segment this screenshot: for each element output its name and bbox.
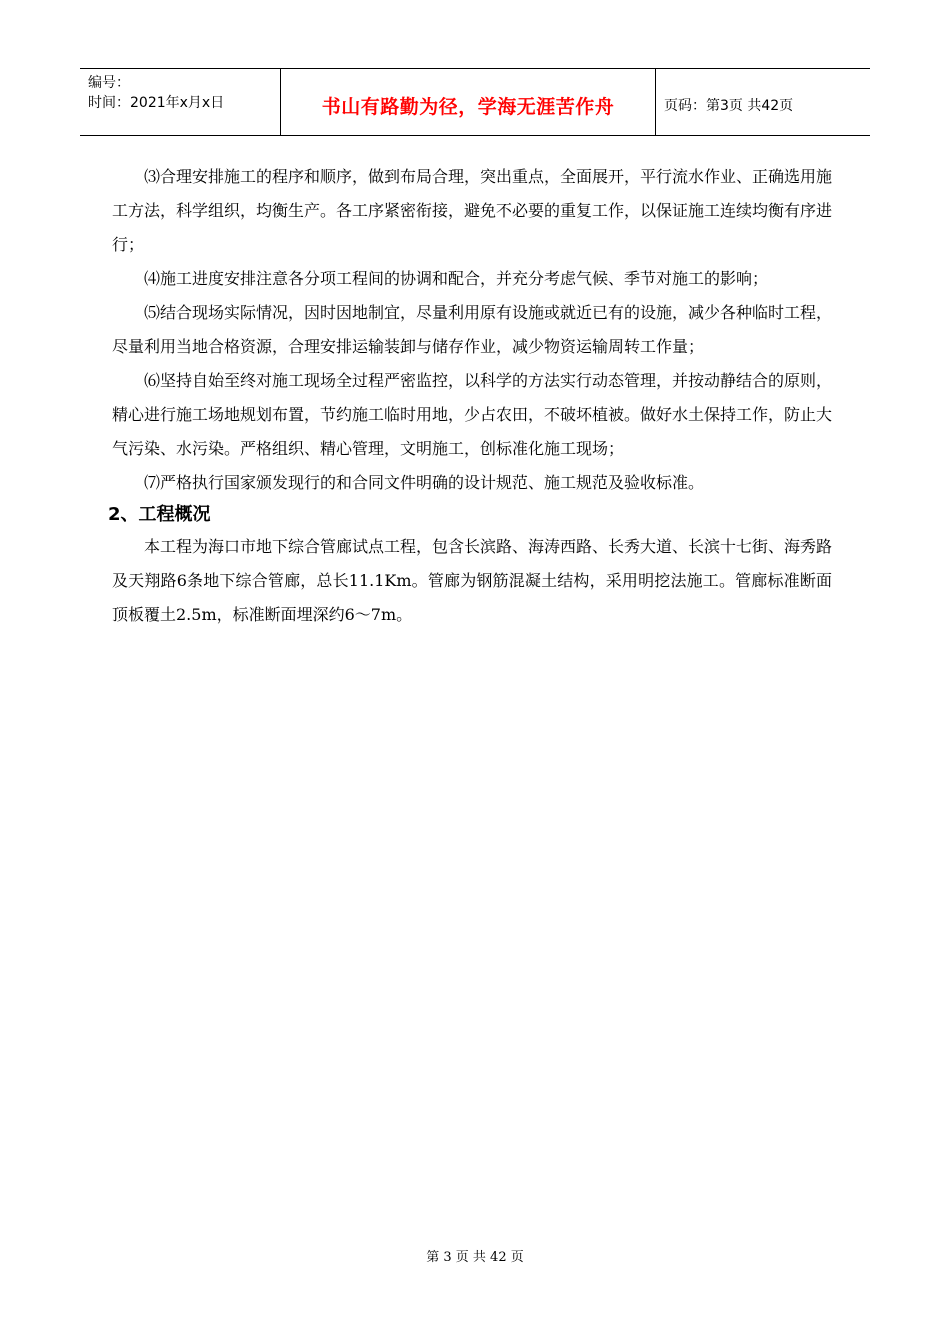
section-title: 2、工程概况: [108, 504, 211, 525]
paragraph-5: ⑸结合现场实际情况，因时因地制宜，尽量利用原有设施或就近已有的设施，减少各种临时工程，尽量利用当地合格资源，合理安排运输装卸与储存作业，减少物资运输周转工作量；: [112, 303, 833, 356]
paragraph-7: ⑺严格执行国家颁发现行的和合同文件明确的设计规范、施工规范及验收标准。: [144, 473, 705, 492]
motto-text: 书山有路勤为径，学海无涯苦作舟: [321, 95, 615, 118]
number-label: 编号：: [88, 75, 130, 91]
paragraph-4: ⑷施工进度安排注意各分项工程间的协调和配合，并充分考虑气候、季节对施工的影响；: [144, 269, 769, 288]
page-info: 页码：第3页 共42页: [664, 98, 794, 114]
page-footer: 第 3 页 共 42 页: [426, 1250, 524, 1265]
document-body: [108, 160, 833, 632]
paragraph-3: ⑶合理安排施工的程序和顺序，做到布局合理，突出重点，全面展开，平行流水作业、正确选用施工方法，科学组织，均衡生产。各工序紧密衔接，避免不必要的重复工作，以保证施工连续均衡有序进行；: [112, 167, 833, 254]
document-header: [80, 68, 870, 136]
time-label: 时间：2021年x月x日: [88, 95, 225, 111]
overview-paragraph: 本工程为海口市地下综合管廊试点工程，包含长滨路、海涛西路、长秀大道、长滨十七街、海秀路及天翔路6条地下综合管廊，总长11.1Km。管廊为钢筋混凝土结构，采用明挖法施工。管廊标准断面顶板覆土2.5m，标准断面埋深约6～7m。: [112, 537, 833, 624]
header-meta: [80, 69, 280, 135]
paragraph-6: ⑹坚持自始至终对施工现场全过程严密监控，以科学的方法实行动态管理，并按动静结合的原则，精心进行施工场地规划布置，节约施工临时用地，少占农田，不破坏植被。做好水土保持工作，防止大气污染、水污染。严格组织、精心管理，文明施工，创标准化施工现场；: [112, 371, 833, 458]
header-motto-cell: [280, 69, 656, 135]
header-page-cell: [656, 69, 870, 135]
